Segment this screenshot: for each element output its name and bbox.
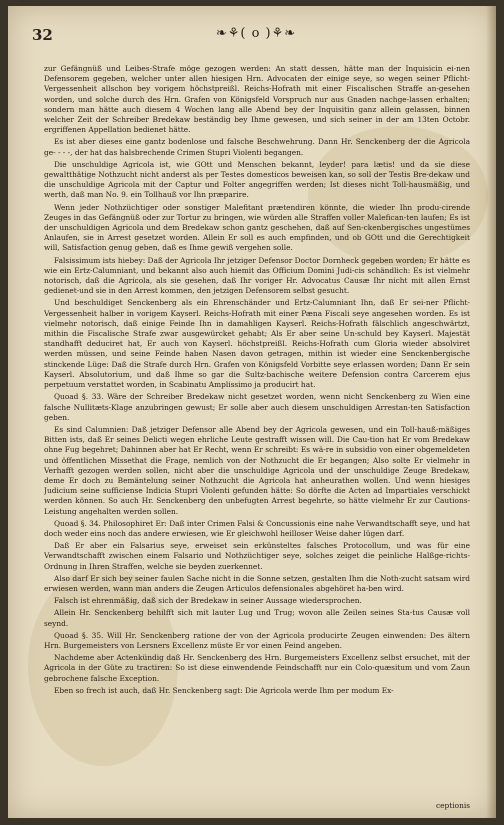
page-number: 32 xyxy=(32,26,53,44)
paragraph: Quoad §. 33. Wäre der Schreiber Bredekaw nicht gesetzet worden, wenn nicht Senckenberg zu Wien eine falsche Nullitæts-Klage anzubringen gewust; Er solle aber auch diesem unschuldigen Arrestan-ten Satisfaction geben. xyxy=(44,392,470,422)
paragraph: Es ist aber dieses eine gantz bodenlose und falsche Beschwehrung. Dann Hr. Senckenberg der die Agricola ge- - - -, der hat das halsbrechende Crimen Stupri Violenti begangen. xyxy=(44,137,470,157)
paragraph: Quoad §. 34. Philosophiret Er: Daß inter Crimen Falsi & Concussionis eine nahe Verwandtschafft seye, und hat doch weder eins noch das andere erwiesen, wie Er gleichwohl heilloser Weise daher lügen darf. xyxy=(44,518,470,538)
paragraph: Falsch ist ehrenmäßig, daß sich der Bredekaw in seiner Aussage wiedersprochen. xyxy=(54,596,362,606)
paragraph: Also darf Er sich bey seiner faulen Sache nicht in die Sonne setzen, gestalten Ihm die Noth-zucht satsam wird erwiesen werden, wann man anders die Zeugen Articulos defensionales abgehöret ha-ben wird. xyxy=(44,573,470,593)
paragraph: Es sind Calumnien: Daß jetziger Defensor alle Abend bey der Agricola gewesen, und ein Toll-hauß-mäßiges Bitten ists, daß Er seines Delicti wegen ehrliche Leute gestrafft wissen will. Die Cau-tion hat Er vom Bredekaw ohne Fug begehret; Dahinnen aber hat Er Recht, wenn Er schreibt: Es wä-re in subsidio von einer obgemeldeten und öffentlichen Missethat die Frage, nemlich von der Nothzucht die Er begangen; Also solte Er vielmehr in Verhafft gezogen werden sollen, nicht aber die unschuldige Agricola und der unschuldige Zeuge Bredekaw, deme Er doch zu Bemäntelung seiner Nothzucht die Agricola hat anheurathen wollen. Und wenn hiesiges Judicium seine sufficiense Indicia Stupri Violenti gefunden hätte: So dörfte die Acten ad Impartiales verschickt werden können. So auch Hr. Senckenberg den unbefugten Arrest begehrte, so hätte vielmehr Er zur Cautions-Leistung angehalten werden sollen. xyxy=(44,424,470,516)
paragraph: Und beschuldiget Senckenberg als ein Ehrenschänder und Ertz-Calumniant Ihn, daß Er sei-ner Pflicht-Vergessenheit halber in vorigem Kayserl. Reichs-Hofrath mit einer Pæna Fiscali seye angesehen worden. Es ist vielmehr notorisch, daß einige Feinde Ihn in damahligen Kayserl. Reichs-Hofrath fälschlich angeschwärtzt, mithin die Fiscalische Strafe zwar ausgewürcket gehabt; Als Er aber seine Un-schuld bey Kayserl. Majestät standhafft deduciret hat, Er auch von Kayserl. höchstpreißl. Reichs-Hofrath cum Gloria wieder absolviret werden müssen, und seine Feinde haben Nasen davon getragen, mithin ist wieder eine Senckenbergische stinckende Lüge: Daß die Strafe durch Hrn. Grafen von Königsfeld Vorbitte seye erlassen worden; Dann Er sein Kayserl. Absolutorium, und daß Ihme so gar die Sultz-bachische weitere Defension contra Carcerem ejus perpetuum verstattet worden, in Scabinatu Amplissimo ja producirt hat. xyxy=(44,298,470,390)
body-text xyxy=(44,64,470,808)
paragraph: Quoad §. 35. Will Hr. Senckenberg ratione der von der Agricola producirte Zeugen einwenden: Des ältern Hrn. Burgemeisters von Lersners Excellenz müste Er vor einen Feind angeben. xyxy=(44,630,470,650)
paragraph: Allein Hr. Senckenberg behilfft sich mit lauter Lug und Trug; wovon alle Zeilen seines Sta-tus Causæ voll seynd. xyxy=(44,608,470,628)
paragraph: Daß Er aber ein Falsarius seye, erweiset sein erkünsteltes falsches Protocollum, und was für eine Verwandtschafft zwischen einem Falsario und Nothzüchtiger seye, solches zeiget die peinliche Halßge-richts-Ordnung in Ihren Straffen, welche sie beyden zuerkennet. xyxy=(44,541,470,571)
paragraph: Nachdeme aber Actenkündig daß Hr. Senckenberg des Hrn. Burgemeisters Excellenz selbst ersuchet, mit der Agricola in der Güte zu tractiren: So ist diese einwendende Feindschafft nur ein Colo-quæsitum und vom Zaun gebrochene falsche Exception. xyxy=(44,653,470,683)
document-page xyxy=(8,6,496,818)
page-edge-shadow xyxy=(486,6,496,818)
page-header xyxy=(32,26,480,48)
paragraph: Wenn jeder Nothzüchtiger oder sonstiger Malefitant prætendiren könnte, die wieder Ihn produ-cirende Zeuges in das Gefängnüß oder zur Tortur zu bringen, wie würden alle Straffen voller Malefican-ten laufen; Es ist der unschuldigen Agricola und dem Bredekaw schon gantz geschehen, daß auf Sen-ckenbergisches ungestümes Anlaufen, sie in Arrest gesetzet worden. Allein Er soll es auch empfinden, und ob GOtt und die Gerechtigkeit will, Satisfaction genug geben, daß es Ihme gewiß vergehen solle. xyxy=(44,202,470,253)
header-ornament: ❧⚘( o )⚘❧ xyxy=(215,26,297,41)
paragraph: zur Gefängnüß und Leibes-Strafe möge gezogen werden: An statt dessen, hätte man der Inquisicin ei-nen Defensorem gegeben, welcher unter allen hiesigen Hrn. Advocaten der einige seye, so wegen seiner Pflicht-Vergessenheit allschon bey vorigem höchstpreißl. Reichs-Hofrath mit einer Fiscalischen Straffe an-gesehen worden, und solche durch des Hrn. Grafen von Königsfeld Vorspruch nur aus Gnaden nachge-lassen erhalten; sondern man hätte auch diesem 4 Wochen lang alle Abend bey der Inquisitin ganz allein gelassen, binnen welcher Zeit der Schreiber Bredekaw beständig bey Ihme gewesen, und sich seiner in der am 13ten Octobr. ergriffenen Appellation bedienet hätte. xyxy=(44,64,470,135)
paragraph: Falsissimum ists hiebey: Daß der Agricola Ihr jetziger Defensor Doctor Dornheck gegeben worden; Er hätte es wie ein Ertz-Calumniant, und bekannt also auch hiemit das Officium Domini Judi-cis schändlich: Es ist vielmehr notorisch, daß die Agricola, als sie gesehen, daß Ihr voriger Hr. Advocatus Causæ Ihr nicht mit allen Ernst gedienet-und sie in den Arrest kommen, den jetzigen Defensorem selbst gesucht. xyxy=(44,255,470,296)
catchword: ceptionis xyxy=(436,801,470,810)
paragraph: Die unschuldige Agricola ist, wie GOtt und Menschen bekannt, leyder! para lætis! und da sie diese gewaltthätige Nothzucht nicht anderst als per Testes domesticos beweisen kan, so soll der Testis Bre-dekaw und die unschuldige Agricola mit der Captur und Folter angegriffen werden; Ist dieses nicht Toll-hausmäßig, und werth, daß man No. 9. ein Tollhauß vor Ihn præparire. xyxy=(44,159,470,200)
paragraph: Eben so frech ist auch, daß Hr. Senckenberg sagt: Die Agricola werde Ihm per modum Ex- xyxy=(54,685,394,695)
